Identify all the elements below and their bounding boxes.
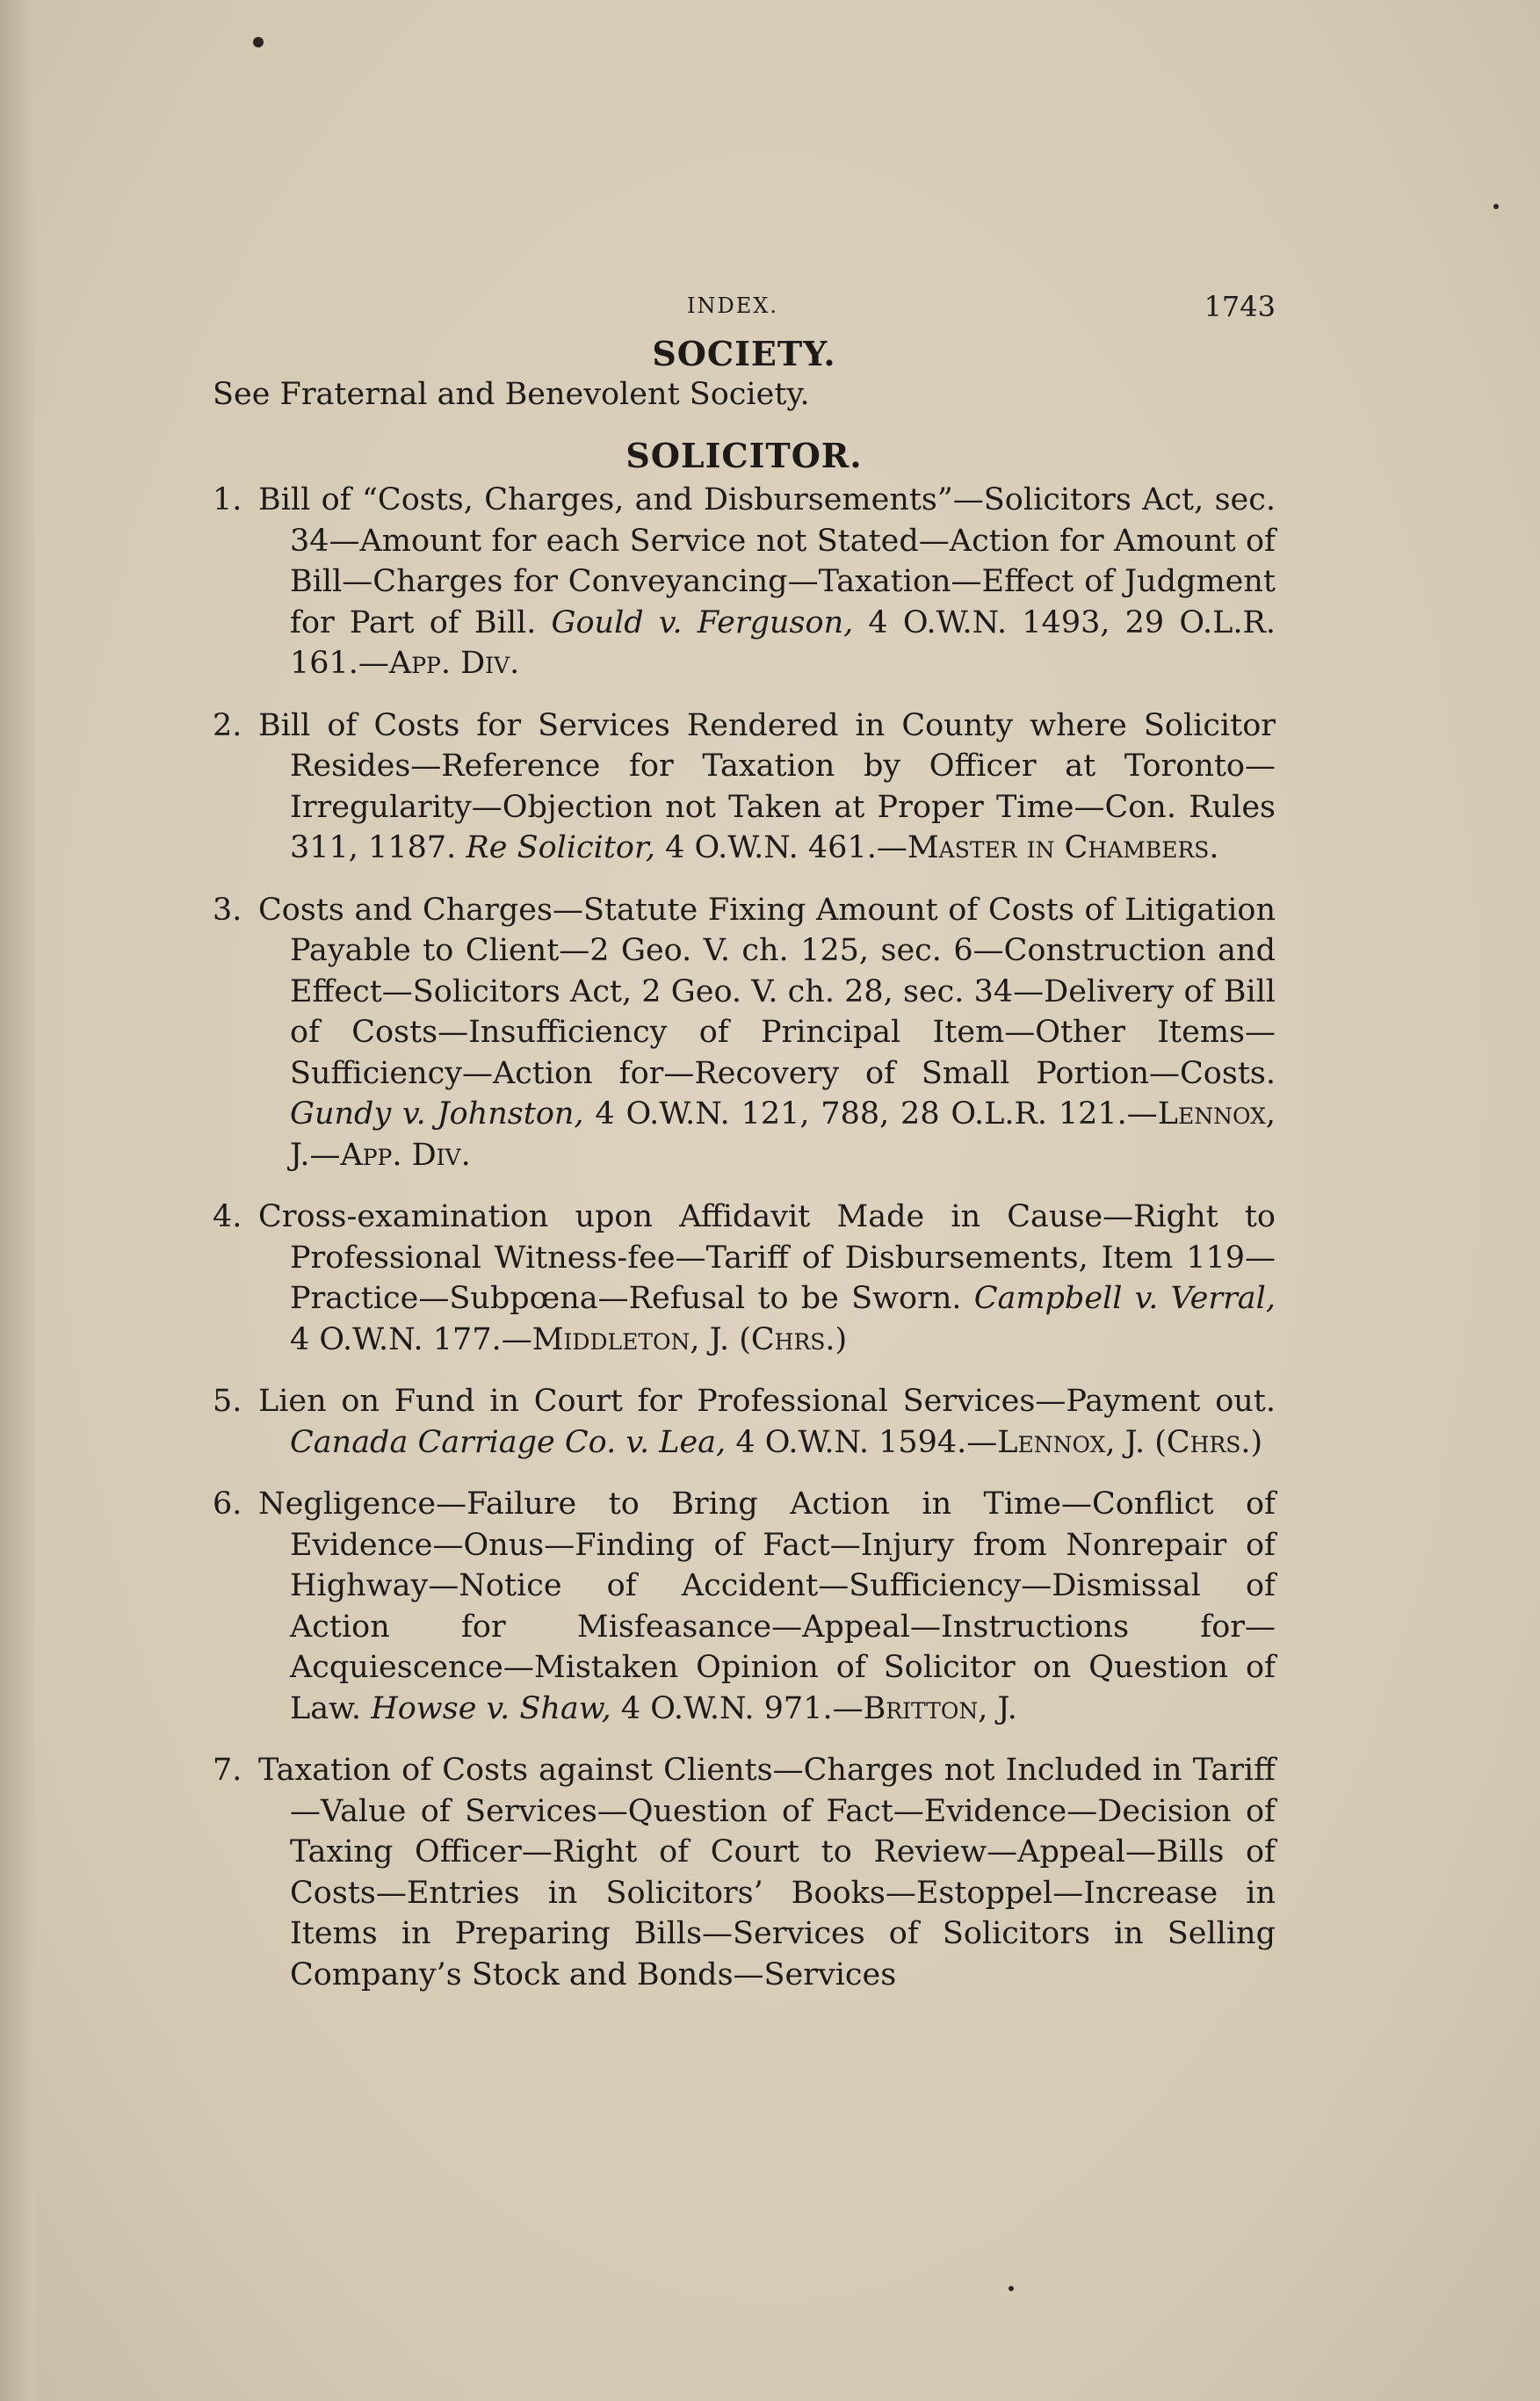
case-name: Canada Carriage Co. v. Lea,	[290, 1424, 727, 1460]
case-citation: 4 O.W.N. 1594.—Lennox, J. (Chrs.)	[735, 1424, 1263, 1460]
entry-number: 7.	[213, 1753, 242, 1788]
running-head-title: INDEX.	[687, 293, 778, 318]
entry-number: 1.	[213, 482, 242, 517]
society-heading: SOCIETY.	[652, 334, 836, 373]
entry-number: 4.	[213, 1199, 242, 1234]
ink-speck	[1493, 204, 1499, 209]
case-citation: 4 O.W.N. 177.—Middleton, J. (Chrs.)	[290, 1321, 848, 1357]
solicitor-entries	[213, 480, 1276, 1995]
index-entry	[213, 1750, 1276, 1995]
entry-text: Taxation of Costs against Clients—Charges not Included in Tariff—Value of Services—Question of Fact—Evidence—Decision of Taxing Officer—Right of Court to Review—Appeal—Bills of Costs—Entries in Solicitors’ Books—Estoppel—Increase in Items in Preparing Bills—Services of Solicitors in Selling Company’s Stock and Bonds—Services	[258, 1753, 1276, 1992]
entry-text: Bill of “Costs, Charges, and Disbursements”—Solicitors Act, sec. 34—Amount for each Service not Stated—Action for Amount of Bill—Charges for Conveyancing—Taxation—Effect of Judgment for Part of Bill.	[258, 482, 1276, 640]
entry-number: 3.	[213, 892, 242, 928]
page-number: 1743	[1204, 290, 1276, 323]
index-entry	[213, 1484, 1276, 1729]
page-gutter	[0, 0, 35, 2401]
entry-text: Costs and Charges—Statute Fixing Amount of Costs of Litigation Payable to Client—2 Geo. V. ch. 125, sec. 6—Construction and Effect—Solicitors Act, 2 Geo. V. ch. 28, sec. 34—Delivery of Bill of Costs—Insufficiency of Principal Item—Other Items—Sufficiency—Action for—Recovery of Small Portion—Costs.	[258, 892, 1276, 1091]
running-head	[213, 290, 1276, 334]
entry-text: Bill of Costs for Services Rendered in County where Solicitor Resides—Reference for Taxation by Officer at Toronto—Irregularity—Objection not Taken at Proper Time—Con. Rules 311, 1187.	[258, 707, 1276, 865]
solicitor-section	[213, 436, 1276, 1995]
case-citation: 4 O.W.N. 461.—Master in Chambers.	[665, 830, 1219, 865]
case-citation: 4 O.W.N. 121, 788, 28 O.L.R. 121.—Lennox, J.—App. Div.	[290, 1096, 1276, 1173]
entry-text: Lien on Fund in Court for Professional Services—Payment out.	[258, 1384, 1276, 1419]
index-entry	[213, 705, 1276, 869]
index-content	[213, 290, 1276, 2016]
index-entry	[213, 480, 1276, 684]
entry-number: 2.	[213, 707, 242, 743]
society-see-also: See Fraternal and Benevolent Society.	[213, 377, 810, 412]
entry-number: 6.	[213, 1486, 242, 1522]
entry-text: Cross-examination upon Affidavit Made in Cause—Right to Professional Witness-fee—Tariff of Disbursements, Item 119—Practice—Subpœna—Refusal to be Sworn.	[258, 1199, 1276, 1316]
society-section	[213, 334, 1276, 415]
case-citation: 4 O.W.N. 1493, 29 O.L.R. 161.—App. Div.	[290, 604, 1276, 681]
case-name: Campbell v. Verral,	[973, 1281, 1276, 1316]
ink-speck	[1009, 2286, 1014, 2291]
index-entry	[213, 890, 1276, 1176]
case-name: Gundy v. Johnston,	[290, 1096, 584, 1132]
ink-speck	[253, 37, 264, 47]
case-name: Re Solicitor,	[466, 830, 655, 865]
case-name: Gould v. Ferguson,	[551, 604, 854, 640]
index-entry	[213, 1197, 1276, 1360]
case-name: Howse v. Shaw,	[371, 1690, 611, 1726]
entry-text: Negligence—Failure to Bring Action in Time—Conflict of Evidence—Onus—Finding of Fact—Injury from Nonrepair of Highway—Notice of Accident—Sufficiency—Dismissal of Action for Misfeasance—Appeal—Instructions for—Acquiescence—Mistaken Opinion of Solicitor on Question of Law.	[258, 1486, 1276, 1726]
solicitor-heading: SOLICITOR.	[625, 436, 863, 475]
index-entry	[213, 1381, 1276, 1463]
case-citation: 4 O.W.N. 971.—Britton, J.	[620, 1690, 1017, 1726]
entry-number: 5.	[213, 1384, 242, 1419]
